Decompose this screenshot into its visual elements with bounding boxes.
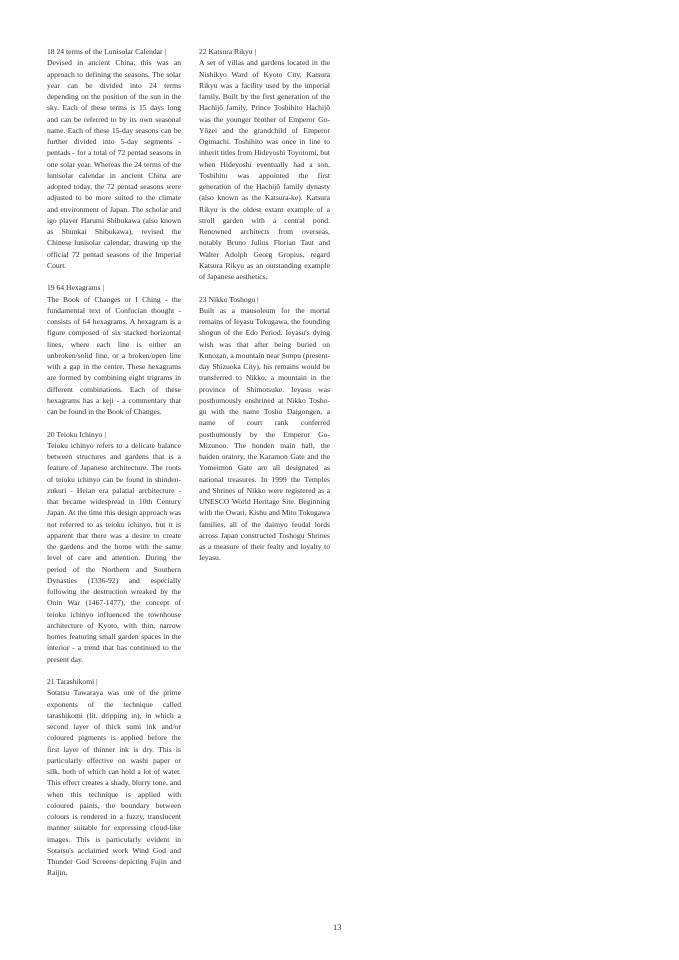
- right-column: [199, 46, 330, 575]
- left-column: [47, 46, 181, 890]
- glossary-entry: [47, 676, 181, 879]
- entry-body: Sotatsu Tawaraya was one of the prime exponents of the technique called tarashikomi (lit. dripping in), in which a second layer of thick sumi ink and/or coloured pigments is applied before the first layer of thinner ink is dry. This is particularly effective on washi paper or silk, both of which can hold a lot of water. This effect creates a shady, blurry tone, and when this technique is applied with coloured paints, the boundary between colours is rendered in a fuzzy, translucent manner suitable for expressing cloud-like images. This is particularly evident in Sotatsu's acclaimed work Wind God and Thunder God Screens depicting Fujin and Raijin.: [47, 688, 181, 878]
- entry-body: Built as a mausoleum for the mortal remains of Ieyasu Tokugawa, the founding shogun of the Edo Period. Ieyasu's dying wish was that after being buried on Kunozan, a mountain near Sunpu (present-day Shizuoka City), his remains would be transferred to Nikko, a mountain in the province of Shimotsuke. Ieyasu was posthumously enshrined at Nikko Tosho-gu with the name Tosho Daigongen, a name of court rank conferred posthumously by the Emperor Go-Mizunoo. The honden main hall, the haiden oratory, the Karamon Gate and the Yomeimon Gate are all designated as national treasures. In 1999 the Temples and Shrines of Nikko were registered as a UNESCO World Heritage Site. Beginning with the Owari, Kishu and Mito Tokugawa families, all of the daimyo feudal lords across Japan constructed Toshogu Shrines as a measure of their fealty and loyalty to Ieyasu.: [199, 305, 330, 563]
- entry-title: 21 Tarashikomi |: [47, 677, 98, 686]
- entry-body: A set of villas and gardens located in the Nishikyo Ward of Kyoto City, Katsura Rikyu was a facility used by the imperial family. Built by the first generation of the Hachijō family, Prince Toshihito Hachijō was the younger brother of Emperor Go-Yōzei and the grandchild of Emperor Ogimachi. Toshihito was once in line to inherit titles from Hideyoshi Toyotomi, but when Hideyoshi eventually had a son, Toshihito was appointed the first generation of the Hachijō family dynasty (also known as the Katsura-ke). Katsura Rikyu is the oldest extant example of a stroll garden with a central pond. Renowned architects from overseas, notably Bruno Julius Florian Taut and Walter Adolph Georg Gropius, regard Katsura Rikyu as an outstanding example of Japanese aesthetics.: [199, 58, 330, 281]
- page-number: 13: [333, 922, 342, 932]
- entry-body: Devised in ancient China, this was an approach to defining the seasons. The solar year can be divided into 24 terms depending on the position of the sun in the sky. Each of these terms is 15 days long and can be referred to by its own seasonal name. Each of these 15-day seasons can be further divided into 5-day segments - pentads - for a total of 72 pentad seasons in one solar year. Whereas the 24 terms of the lunisolar calendar in ancient China are adopted today, the 72 pentad seasons were adjusted to be more suited to the climate and environment of Japan. The scholar and igo player Harumi Shibukawa (also known as Shunkai Shibukawa), revised the Chinese lunisolar calendar, drawing up the official 72 pentad seasons of the Imperial Court.: [47, 58, 181, 270]
- glossary-entry: [199, 46, 330, 282]
- entry-title: 20 Teioku Ichinyo |: [47, 429, 106, 439]
- entry-title: 22 Katsura Rikyu |: [199, 47, 256, 56]
- entry-body: Teioku ichinyo refers to a delicate balance between structures and gardens that is a feature of Japanese architecture. The roots of teioku ichinyo can be found in shinden-zukuri - Heian era palatial architecture - that became widespread in 10th Century Japan. At the time this design approach was not referred to as teioku ichinyo, but it is apparent that there was a desire to create the gardens and the home with the same level of care and attention. During the period of the Northern and Southern Dynasties (1336-92) and especially following the destruction wreaked by the Onin War (1467-1477), the concept of teioku ichinyo influenced the townhouse architecture of Kyoto, with thin, narrow homes featuring small garden spaces in the interior - a trend that has continued to the present day.: [47, 440, 181, 664]
- glossary-entry: [47, 46, 181, 271]
- glossary-entry: [47, 282, 181, 417]
- entry-body: The Book of Changes or I Ching - the fundamental text of Confucian thought - consists of 64 hexagrams. A hexagram is a figure composed of six stacked horizontal lines, where each line is either an unbroken/solid line, or a broken/open line with a gap in the centre. These hexagrams are formed by combining eight trigrams in different combinations. Each of these hexagrams has a keji - a commentary that can be found in the Book of Changes.: [47, 294, 181, 416]
- entry-title: 19 64 Hexagrams |: [47, 283, 104, 293]
- entry-title: 18 24 terms of the Lunisolar Calendar |: [47, 47, 166, 56]
- entry-title: 23 Nikko Toshogu |: [199, 294, 259, 304]
- glossary-entry: [47, 429, 181, 665]
- glossary-entry: [199, 294, 330, 564]
